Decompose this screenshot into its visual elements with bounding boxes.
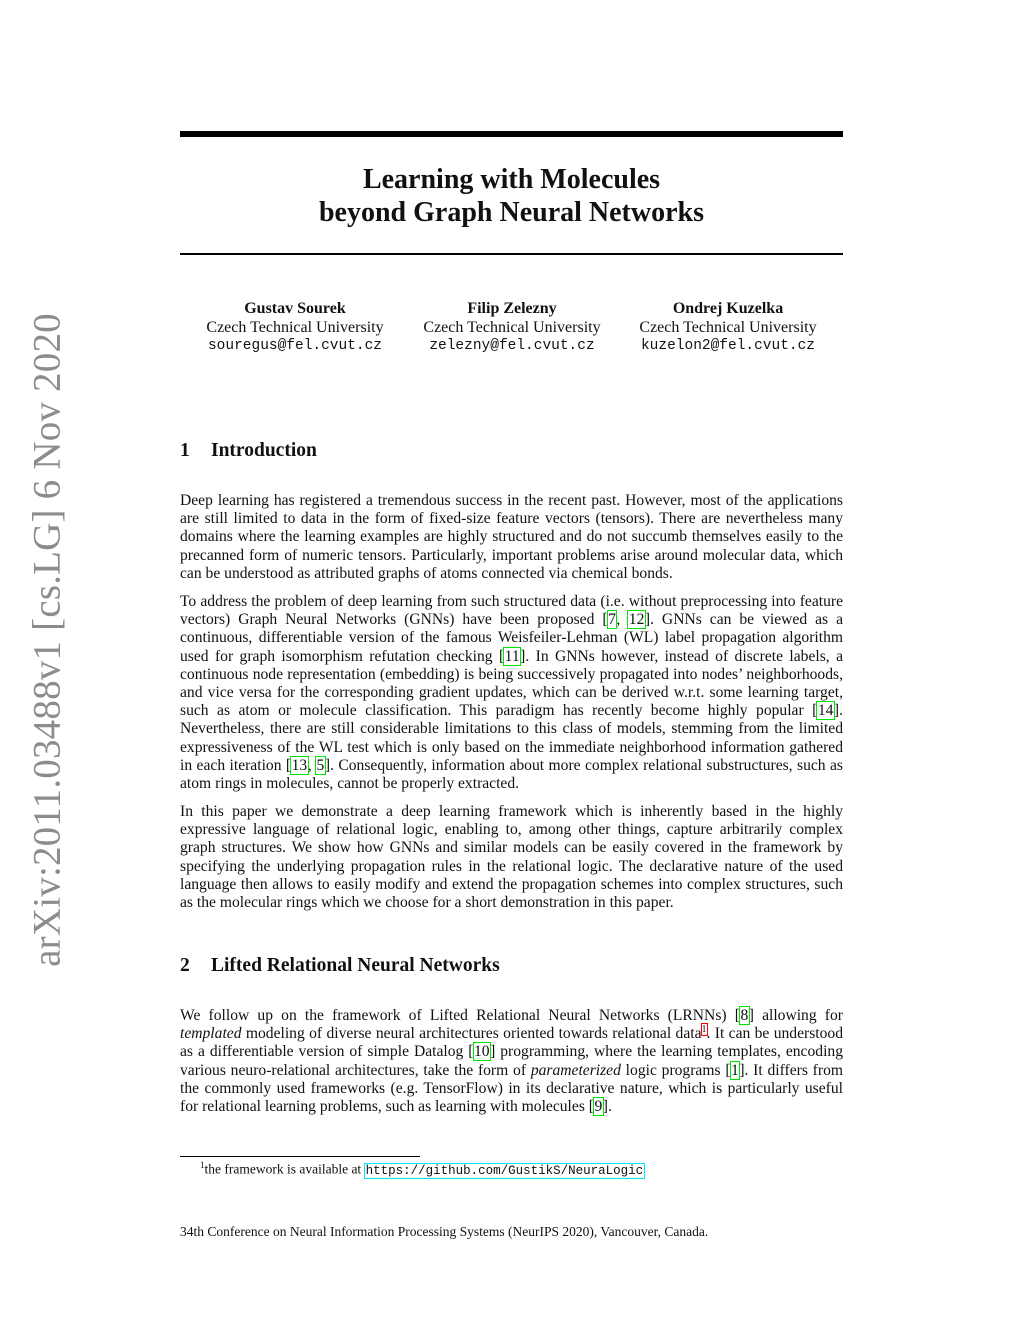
section-heading-lrnn [180,955,500,977]
section-title: Introduction [211,440,317,461]
citation-link[interactable]: 8 [740,1007,749,1024]
author-name: Ondrej Kuzelka [672,300,784,317]
footnote-rule [180,1156,420,1157]
conference-note: 34th Conference on Neural Information Processing Systems (NeurIPS 2020), Vancouver, Canada. [180,1224,709,1239]
intro-paragraph-3: In this paper we demonstrate a deep learning framework which is inherently based in the highly expressive language of relational logic, enabling to, among other things, capture arbitrarily complex graph structures. We show how GNNs and similar models can be easily covered in the framework by specifying the underlying propagation rules in the relational logic. The declarative nature of the used language then allows to easily modify and extend the propagation schemes into complex structures, such as the molecular rings which we choose for a short demonstration in this paper. [180,803,843,912]
citation-link[interactable]: 13 [291,756,308,774]
section-title: Lifted Relational Neural Networks [211,955,500,976]
citation-link[interactable]: 5 [316,756,325,774]
footnote [200,1160,644,1178]
citation-link[interactable]: 1 [731,1061,739,1079]
author-block-2 [402,299,622,356]
lrnn-paragraph-1: We follow up on the framework of Lifted Relational Neural Networks (LRNNs) [8] allowing for templated modeling of diverse neural architectures oriented towards relational data$^1$. It can be understood as a differentiable version of simple Datalog [10] programming, where the learning templates, encoding various neuro-relational architectures, take the form of parameterized logic programs [1]. It differs from the commonly used frameworks (e.g. TensorFlow) in its declarative nature, which is particularly useful for relational learning problems, such as learning with molecules [9]. [180,1007,843,1116]
footnote-mark: 1 [200,1160,205,1170]
citation-link[interactable]: 7 [608,611,616,629]
author-email: souregus@fel.cvut.cz [207,338,383,354]
author-block-3 [618,299,838,356]
section-heading-introduction [180,440,317,462]
author-block-1 [185,299,405,356]
author-name: Filip Zelezny [467,300,557,317]
footnote-url-link[interactable]: https://github.com/GustikS/NeuraLogic [365,1163,644,1178]
section-number: 1 [180,440,190,461]
author-affiliation: Czech Technical University [423,319,601,336]
citation-link[interactable]: 9 [594,1098,603,1116]
citation-link[interactable]: 14 [817,702,834,720]
author-email: kuzelon2@fel.cvut.cz [640,338,816,354]
author-affiliation: Czech Technical University [206,319,384,336]
citation-link[interactable]: 10 [474,1043,490,1061]
author-email: zelezny@fel.cvut.cz [429,338,595,354]
title-rule-bottom [180,253,843,255]
intro-paragraph-1: Deep learning has registered a tremendous success in the recent past. However, most of the applications are still limited to data in the form of fixed-size feature vectors (tensors). There are nevertheless many domains where the learning examples are highly structured and do not succumb themselves easily to the precanned form of numeric tensors. Particularly, important problems arise around molecular data, which can be understood as attributed graphs of atoms connected via chemical bonds. [180,492,843,582]
author-name: Gustav Sourek [244,300,346,317]
title-line-1: Learning with Molecules [362,164,661,195]
title-line-2: beyond Graph Neural Networks [318,197,704,228]
paper-title [180,163,843,229]
title-rule-top [180,131,843,137]
footnote-text: the framework is available at [204,1161,365,1177]
citation-link[interactable]: 11 [504,647,520,665]
author-affiliation: Czech Technical University [639,319,817,336]
arxiv-stamp: arXiv:2011.03488v1 [cs.LG] 6 Nov 2020 [25,313,69,967]
footnote-ref[interactable]: 1 [701,1024,707,1036]
section-number: 2 [180,955,190,976]
intro-paragraph-2: To address the problem of deep learning from such structured data (i.e. without preprocessing into feature vectors) Graph Neural Networks (GNNs) have been proposed [7, 12]. GNNs can be viewed as a continuous, differentiable version of the famous Weisfeiler-Lehman (WL) label propagation algorithm used for graph isomorphism refutation checking [11]. In GNNs however, instead of discrete labels, a continuous node representation (embedding) is being successively propagated into nodes’ neighborhoods, and vice versa for the corresponding gradient updates, which can be derived w.r.t. some learning target, such as atom or molecule classification. This paradigm has recently become highly popular [14]. Nevertheless, there are still considerable limitations to this class of models, stemming from the limited expressiveness of the WL test which is only based on the immediate neighborhood information gathered in each iteration [13, 5]. Consequently, information about more complex relational substructures, such as atom rings in molecules, cannot be properly extracted. [180,593,843,793]
citation-link[interactable]: 12 [628,611,645,629]
